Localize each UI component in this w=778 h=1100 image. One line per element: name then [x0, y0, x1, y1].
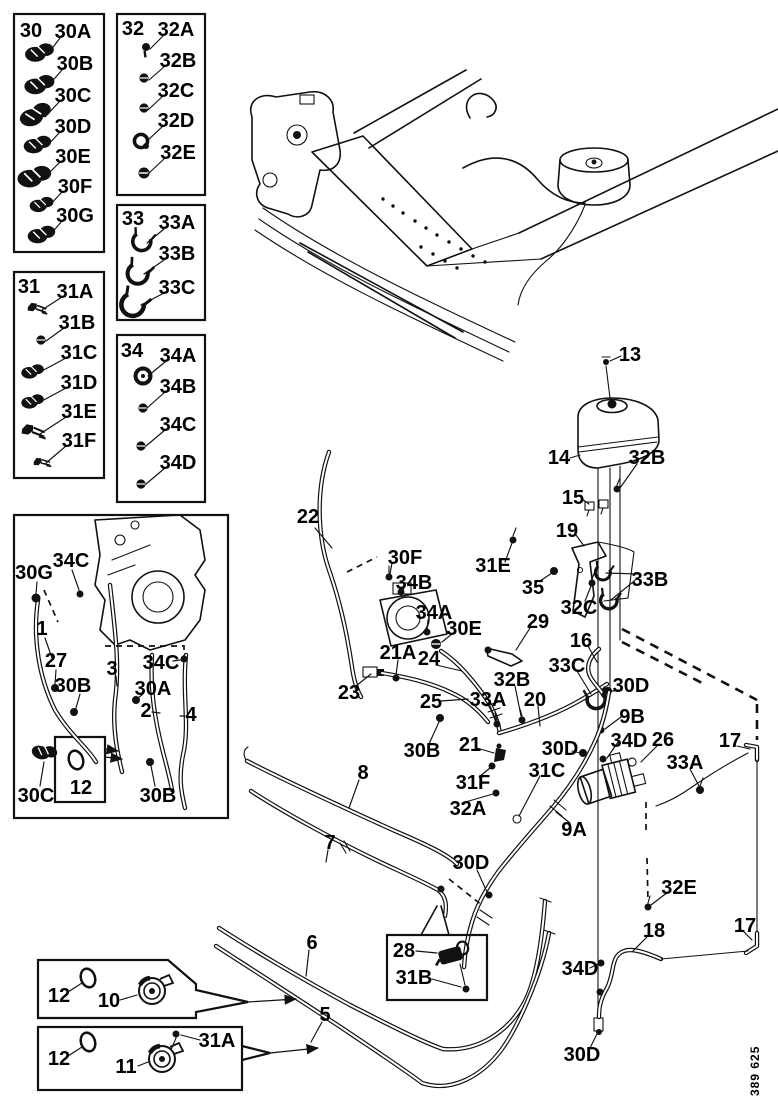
callout-box-11-31A: 31A: [198, 1030, 236, 1052]
callout-legend-34-34B: 34B: [159, 376, 197, 398]
callout-pump-box-34C: 34C: [52, 550, 90, 572]
callout-box-10-10: 10: [97, 990, 121, 1012]
callout-legend-30-30F: 30F: [57, 176, 93, 198]
callout-legend-32-32E: 32E: [160, 142, 196, 164]
callout-main-30D: 30D: [541, 738, 579, 760]
callout-main-32B: 32B: [628, 447, 666, 469]
callout-pump-box-1: 1: [36, 618, 48, 640]
callout-legend-32-32D: 32D: [157, 110, 195, 132]
callout-main-31E: 31E: [475, 555, 511, 577]
callout-main-19: 19: [555, 520, 579, 542]
callout-main-15: 15: [561, 487, 585, 509]
callout-main-9A: 9A: [561, 819, 587, 841]
callout-legend-31-31F: 31F: [61, 430, 97, 452]
callout-legend-30-30B: 30B: [56, 53, 94, 75]
callout-legend-30-30D: 30D: [54, 116, 92, 138]
callout-legend-30-30A: 30A: [54, 21, 92, 43]
callout-pump-box-2: 2: [140, 700, 152, 722]
callout-legend-30-30E: 30E: [55, 146, 91, 168]
callout-main-30D: 30D: [563, 1044, 601, 1066]
callout-main-6: 6: [306, 932, 318, 954]
callout-pump-box-4: 4: [185, 704, 197, 726]
callout-pump-box-30G: 30G: [15, 562, 53, 584]
callout-main-18: 18: [642, 920, 666, 942]
callout-main-13: 13: [618, 344, 642, 366]
callout-main-34D: 34D: [561, 958, 599, 980]
callout-main-33A: 33A: [666, 752, 704, 774]
callout-pump-box-30C: 30C: [17, 785, 55, 807]
callout-pump-box-30A: 30A: [134, 678, 172, 700]
callout-legend-34-34D: 34D: [159, 452, 197, 474]
callout-legend-31-31D: 31D: [60, 372, 98, 394]
figure-code: 389 625: [748, 1045, 762, 1096]
callout-main-30D: 30D: [612, 675, 650, 697]
callout-main-31C: 31C: [528, 760, 566, 782]
callout-main-17: 17: [718, 730, 742, 752]
callout-legend-32-32B: 32B: [159, 50, 197, 72]
callout-legend-31-31B: 31B: [58, 312, 96, 334]
callout-main-34A: 34A: [415, 602, 453, 624]
callout-main-23: 23: [337, 682, 361, 704]
callout-main-17: 17: [733, 915, 757, 937]
callout-legend-33-33C: 33C: [158, 277, 196, 299]
callout-box-10-12: 12: [47, 985, 71, 1007]
callout-main-33A: 33A: [469, 689, 507, 711]
callout-main-30E: 30E: [446, 618, 482, 640]
callout-main-24: 24: [417, 648, 441, 670]
callout-main-22: 22: [296, 506, 320, 528]
callout-main-30B: 30B: [403, 740, 441, 762]
callout-box-28-28: 28: [392, 940, 416, 962]
callout-main-25: 25: [419, 691, 443, 713]
callout-main-7: 7: [324, 832, 336, 854]
callout-legend-33-33: 33: [121, 208, 145, 230]
callout-box-28-31B: 31B: [395, 967, 433, 989]
callout-legend-31-31A: 31A: [56, 281, 94, 303]
callout-main-32E: 32E: [661, 877, 697, 899]
callout-main-29: 29: [526, 611, 550, 633]
callout-main-30F: 30F: [387, 547, 423, 569]
callout-legend-32-32C: 32C: [157, 80, 195, 102]
callout-main-34B: 34B: [395, 572, 433, 594]
callout-main-14: 14: [547, 447, 571, 469]
callout-main-33C: 33C: [548, 655, 586, 677]
callout-pump-box-12: 12: [69, 777, 93, 799]
callout-main-8: 8: [357, 762, 369, 784]
callout-main-20: 20: [523, 689, 547, 711]
callout-box-11-12: 12: [47, 1048, 71, 1070]
callout-main-30D: 30D: [452, 852, 490, 874]
callout-legend-31-31C: 31C: [60, 342, 98, 364]
callout-box-11-11: 11: [115, 1056, 137, 1078]
callout-main-34D: 34D: [610, 730, 648, 752]
callout-legend-30-30C: 30C: [54, 85, 92, 107]
callout-main-26: 26: [651, 729, 675, 751]
callout-legend-34-34A: 34A: [159, 345, 197, 367]
callout-legend-34-34: 34: [120, 340, 144, 362]
callout-legend-30-30G: 30G: [56, 205, 94, 227]
callout-main-35: 35: [521, 577, 545, 599]
callout-legend-30-30: 30: [19, 20, 43, 42]
callout-main-32B: 32B: [493, 669, 531, 691]
callout-pump-box-34C: 34C: [142, 652, 180, 674]
callout-main-32A: 32A: [449, 798, 487, 820]
callout-main-21A: 21A: [379, 642, 417, 664]
callout-legend-31-31E: 31E: [61, 401, 97, 423]
callout-legend-34-34C: 34C: [159, 414, 197, 436]
callout-main-33B: 33B: [631, 569, 669, 591]
callout-legend-32-32A: 32A: [157, 19, 195, 41]
callout-main-9B: 9B: [619, 706, 645, 728]
callout-pump-box-30B: 30B: [139, 785, 177, 807]
callout-legend-31-31: 31: [17, 276, 41, 298]
callout-legend-33-33A: 33A: [158, 212, 196, 234]
callout-legend-32-32: 32: [121, 18, 145, 40]
callout-pump-box-30B: 30B: [54, 675, 92, 697]
callout-legend-33-33B: 33B: [158, 243, 196, 265]
callout-main-5: 5: [319, 1004, 331, 1026]
callout-main-16: 16: [569, 630, 593, 652]
callout-pump-box-3: 3: [106, 658, 118, 680]
callout-pump-box-27: 27: [44, 650, 68, 672]
callout-main-31F: 31F: [455, 772, 491, 794]
callout-main-32C: 32C: [560, 597, 598, 619]
callout-main-21: 21: [458, 734, 482, 756]
